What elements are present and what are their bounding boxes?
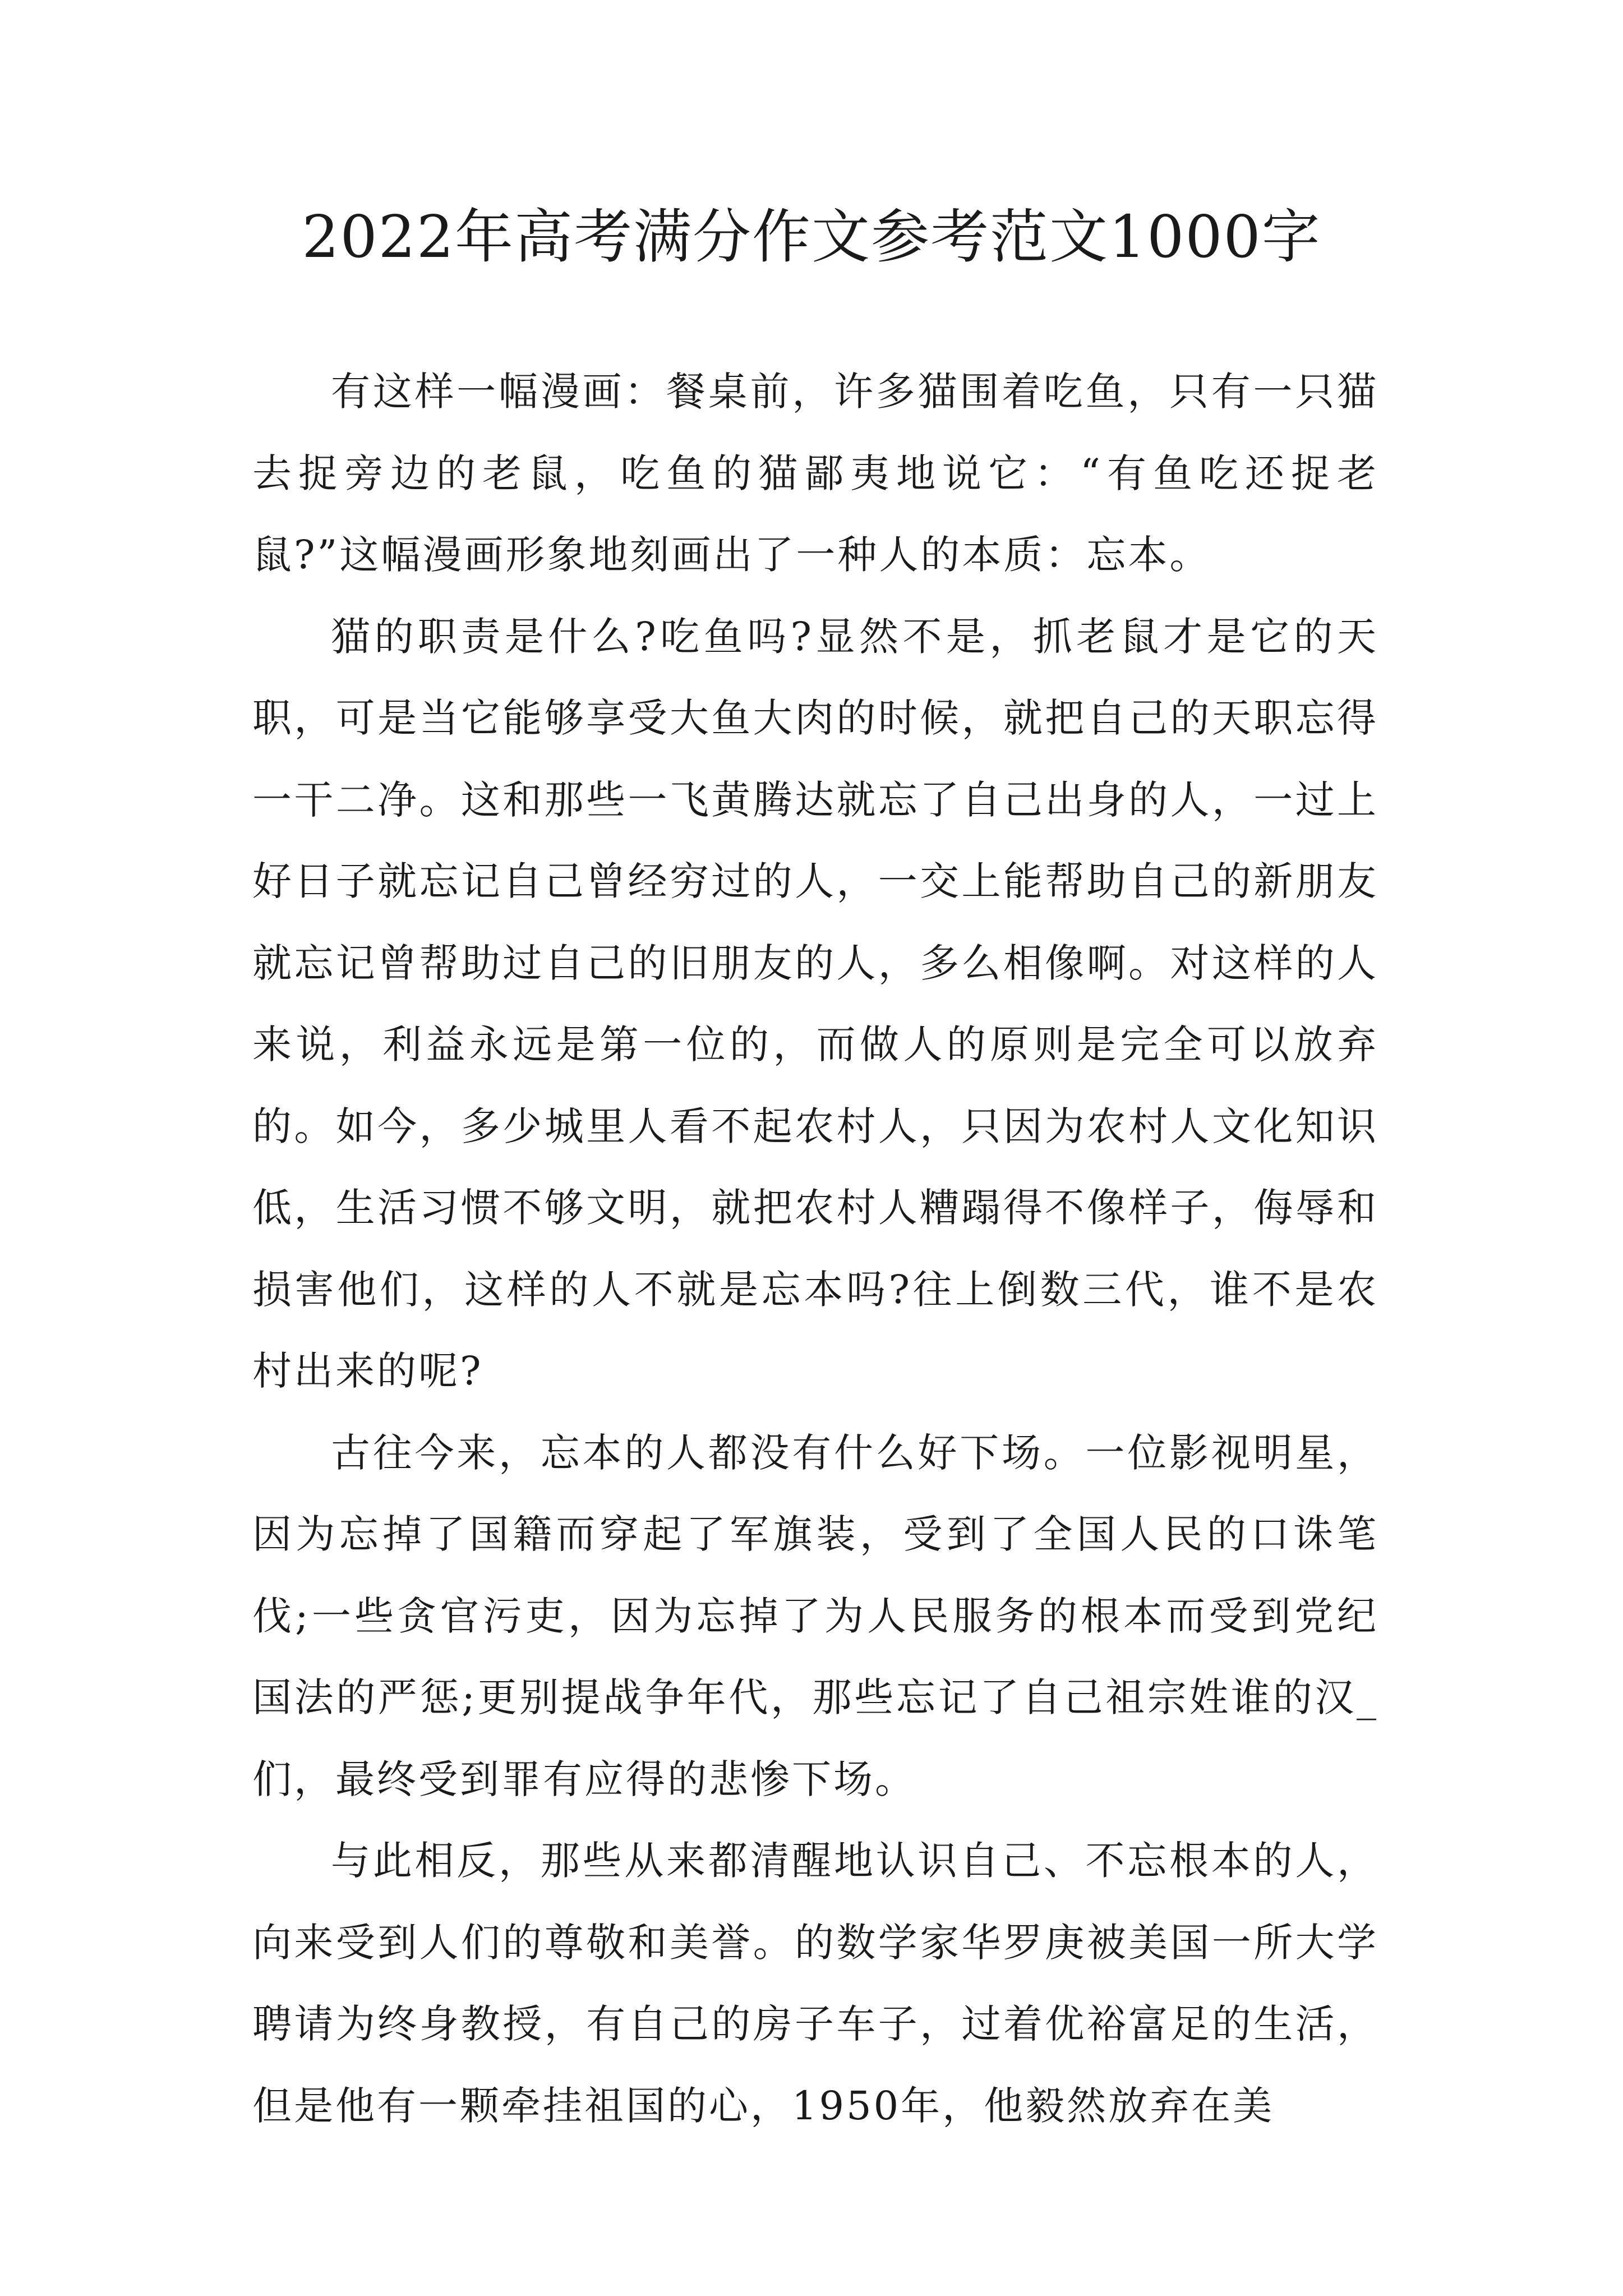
document-body xyxy=(252,351,1378,2147)
paragraph: 与此相反，那些从来都清醒地认识自己、不忘根本的人，向来受到人们的尊敬和美誉。的数学家华罗庚被美国一所大学聘请为终身教授，有自己的房子车子，过着优裕富足的生活，但是他有一颗牵挂祖国的心，1950年，他毅然放弃在美 xyxy=(252,1838,1378,2129)
document-title: 2022年高考满分作文参考范文1000字 xyxy=(302,203,1321,271)
paragraph: 猫的职责是什么?吃鱼吗?显然不是，抓老鼠才是它的天职，可是当它能够享受大鱼大肉的时候，就把自己的天职忘得一干二净。这和那些一飞黄腾达就忘了自己出身的人，一过上好日子就忘记自己曾经穷过的人，一交上能帮助自己的新朋友就忘记曾帮助过自己的旧朋友的人，多么相像啊。对这样的人来说，利益永远是第一位的，而做人的原则是完全可以放弃的。如今，多少城里人看不起农村人，只因为农村人文化知识低，生活习惯不够文明，就把农村人糟蹋得不像样子，侮辱和损害他们，这样的人不就是忘本吗?往上倒数三代，谁不是农村出来的呢? xyxy=(252,613,1378,1394)
paragraph: 有这样一幅漫画：餐桌前，许多猫围着吃鱼，只有一只猫去捉旁边的老鼠，吃鱼的猫鄙夷地说它：“有鱼吃还捉老鼠?”这幅漫画形象地刻画出了一种人的本质：忘本。 xyxy=(252,369,1378,578)
paragraph: 古往今来，忘本的人都没有什么好下场。一位影视明星，因为忘掉了国籍而穿起了军旗装，受到了全国人民的口诛笔伐;一些贪官污吏，因为忘掉了为人民服务的根本而受到党纪国法的严惩;更别提战争年代，那些忘记了自己祖宗姓谁的汉_们，最终受到罪有应得的悲惨下场。 xyxy=(252,1429,1378,1802)
